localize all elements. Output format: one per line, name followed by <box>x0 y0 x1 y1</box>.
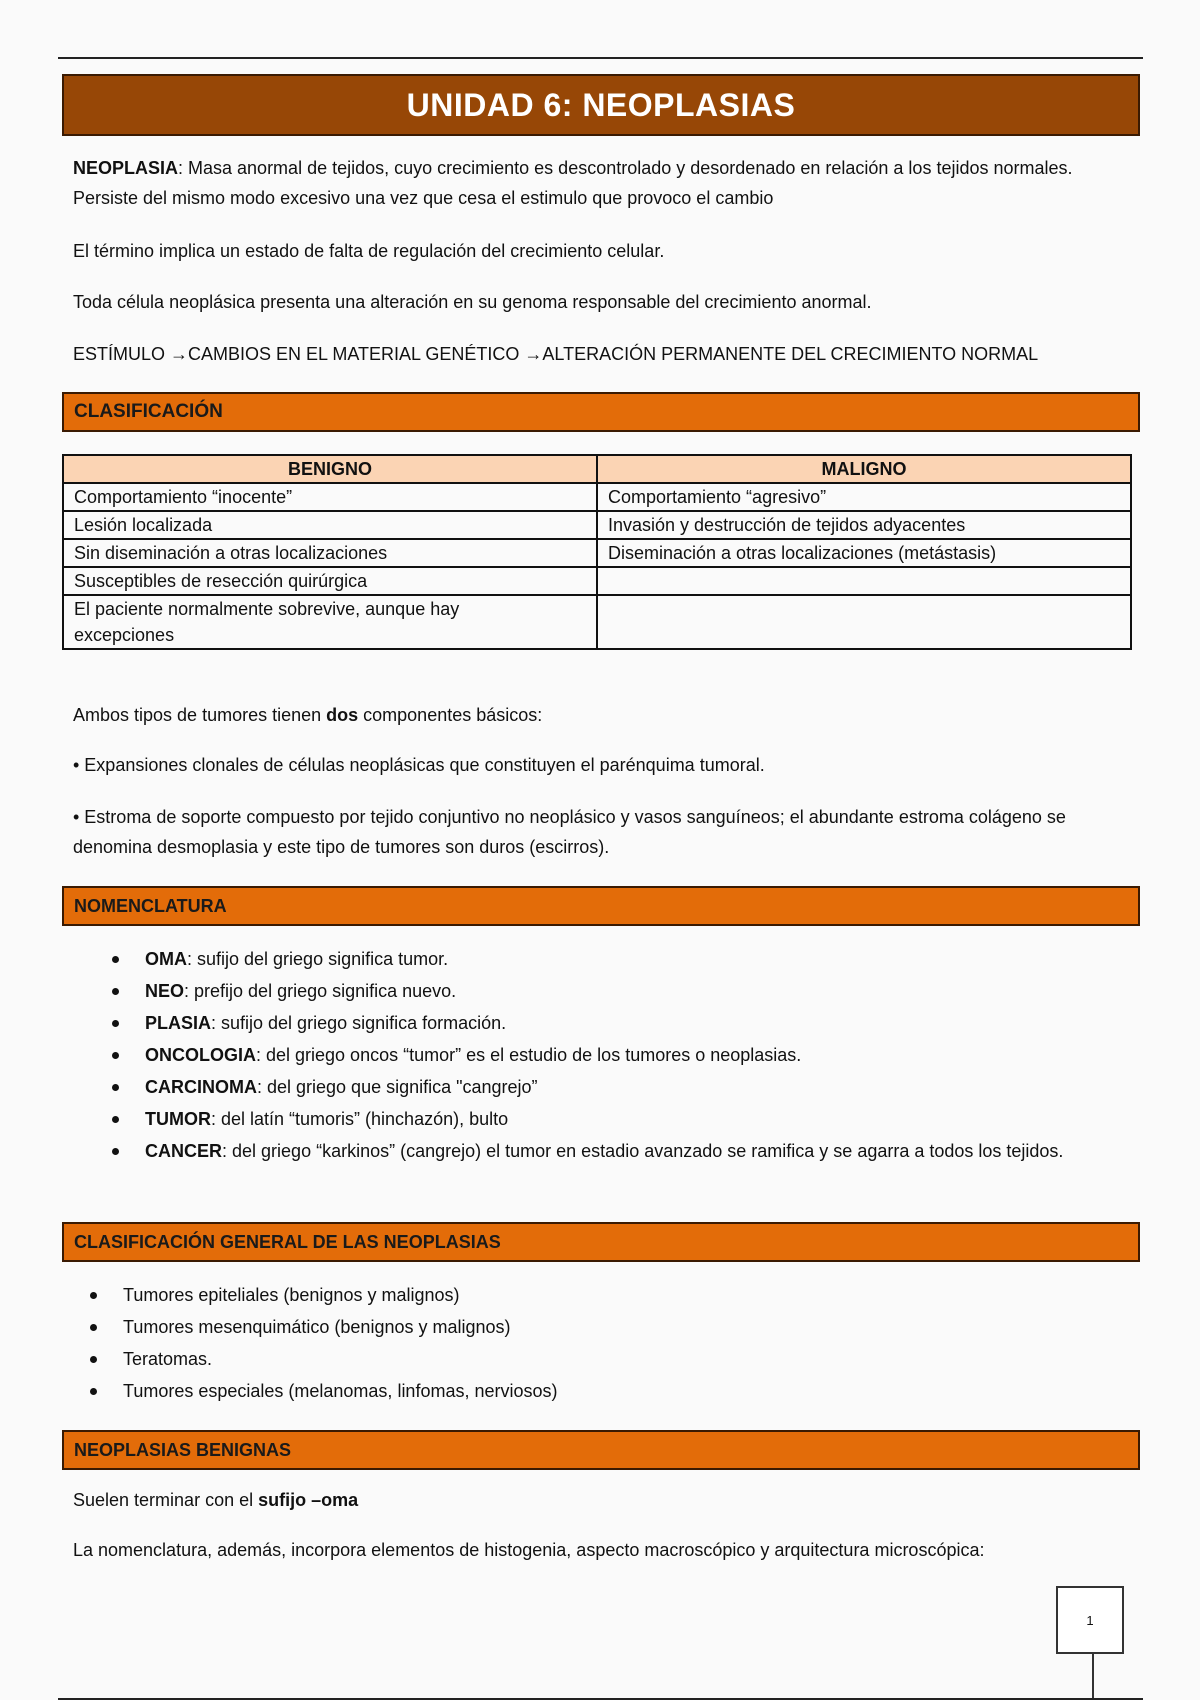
table-cell: Diseminación a otras localizaciones (metástasis) <box>597 539 1131 567</box>
title-banner <box>62 74 1140 136</box>
table-cell: El paciente normalmente sobrevive, aunque hay excepciones <box>63 595 597 649</box>
section-heading: CLASIFICACIÓN <box>74 401 223 422</box>
list-item <box>145 975 1105 1007</box>
term-definition: : sufijo del griego significa formación. <box>211 1013 507 1033</box>
section-clasificacion-general <box>62 1222 1140 1262</box>
list-item <box>145 1071 1105 1103</box>
table-cell: Susceptibles de resección quirúrgica <box>63 567 597 595</box>
componente-item-1: • Expansiones clonales de células neoplásicas que constituyen el parénquima tumoral. <box>73 755 765 775</box>
page-number-line <box>1092 1654 1094 1698</box>
header-benigno: BENIGNO <box>63 455 597 483</box>
list-item <box>145 1007 1105 1039</box>
table-row <box>63 483 1131 511</box>
componentes-intro <box>73 700 1138 730</box>
list-item <box>145 943 1105 975</box>
intro-paragraph-2: El término implica un estado de falta de regulación del crecimiento celular. <box>73 241 665 261</box>
term: OMA <box>145 949 187 969</box>
text-run: Suelen terminar con el <box>73 1490 259 1510</box>
list-item <box>145 1103 1105 1135</box>
term: ONCOLOGIA <box>145 1045 256 1065</box>
table-cell <box>597 567 1131 595</box>
section-clasificacion <box>62 392 1140 432</box>
table-cell <box>597 595 1131 649</box>
definition-term: NEOPLASIA <box>73 158 179 178</box>
table-cell: Comportamiento “inocente” <box>63 483 597 511</box>
term-definition: : del griego oncos “tumor” es el estudio de los tumores o neoplasias. <box>256 1045 802 1065</box>
term: TUMOR <box>145 1109 211 1129</box>
table-row <box>63 567 1131 595</box>
table-row <box>63 511 1131 539</box>
section-neoplasias-benignas <box>62 1430 1140 1470</box>
term-definition: : prefijo del griego significa nuevo. <box>184 981 457 1001</box>
term-definition: : del latín “tumoris” (hinchazón), bulto <box>211 1109 509 1129</box>
intro-paragraph-3: Toda célula neoplásica presenta una alteración en su genoma responsable del crecimiento anormal. <box>73 292 872 312</box>
table-header-row <box>63 455 1131 483</box>
table-cell: Lesión localizada <box>63 511 597 539</box>
table-row <box>63 595 1131 649</box>
nomenclatura-list <box>145 943 1105 1167</box>
page-title: UNIDAD 6: NEOPLASIAS <box>406 86 796 123</box>
term: PLASIA <box>145 1013 212 1033</box>
bold-run: sufijo –oma <box>258 1490 359 1510</box>
table-cell: Invasión y destrucción de tejidos adyacentes <box>597 511 1131 539</box>
page-number: 1 <box>1086 1612 1094 1628</box>
header-maligno: MALIGNO <box>597 455 1131 483</box>
definition-text: : Masa anormal de tejidos, cuyo crecimiento es descontrolado y desordenado en relación a los tejidos normales. Persiste del mismo modo excesivo una vez que cesa el estimulo que provoco el cambio <box>73 158 1073 208</box>
top-rule <box>58 57 1143 59</box>
section-heading: NOMENCLATURA <box>74 895 227 916</box>
list-item <box>145 1039 1105 1071</box>
table-row <box>63 539 1131 567</box>
componente-item-2: • Estroma de soporte compuesto por tejido conjuntivo no neoplásico y vasos sanguíneos; el abundante estroma colágeno se denomina desmoplasia y este tipo de tumores son duros (escirros). <box>73 807 1066 857</box>
list-item: Tumores mesenquimático (benignos y malignos) <box>123 1311 1023 1343</box>
list-item: Teratomas. <box>123 1343 1023 1375</box>
classification-table <box>62 454 1132 650</box>
term: CARCINOMA <box>145 1077 257 1097</box>
list-item <box>145 1135 1105 1167</box>
page-number-box <box>1056 1586 1124 1654</box>
term-definition: : sufijo del griego significa tumor. <box>187 949 449 969</box>
section-heading: NEOPLASIAS BENIGNAS <box>74 1439 292 1460</box>
text-run: componentes básicos: <box>358 705 543 725</box>
list-item: Tumores epiteliales (benignos y malignos) <box>123 1279 1023 1311</box>
term-definition: : del griego “karkinos” (cangrejo) el tumor en estadio avanzado se ramifica y se agarra a todos los tejidos. <box>222 1141 1064 1161</box>
table-cell: Comportamiento “agresivo” <box>597 483 1131 511</box>
term: CANCER <box>145 1141 223 1161</box>
bold-run: dos <box>326 705 359 725</box>
clasificacion-general-list <box>123 1279 1023 1407</box>
neoplasia-definition <box>73 153 1138 213</box>
section-heading: CLASIFICACIÓN GENERAL DE LAS NEOPLASIAS <box>74 1231 501 1252</box>
term: NEO <box>145 981 185 1001</box>
benignas-paragraph-1 <box>73 1485 1138 1515</box>
term-definition: : del griego que significa "cangrejo” <box>257 1077 538 1097</box>
section-nomenclatura <box>62 886 1140 926</box>
list-item: Tumores especiales (melanomas, linfomas, nerviosos) <box>123 1375 1023 1407</box>
text-run: Ambos tipos de tumores tienen <box>73 705 327 725</box>
benignas-paragraph-2: La nomenclatura, además, incorpora elementos de histogenia, aspecto macroscópico y arquitectura microscópica: <box>73 1540 985 1560</box>
table-cell: Sin diseminación a otras localizaciones <box>63 539 597 567</box>
stimulus-chain: ESTÍMULO →CAMBIOS EN EL MATERIAL GENÉTICO →ALTERACIÓN PERMANENTE DEL CRECIMIENTO NORMAL <box>73 344 1039 364</box>
